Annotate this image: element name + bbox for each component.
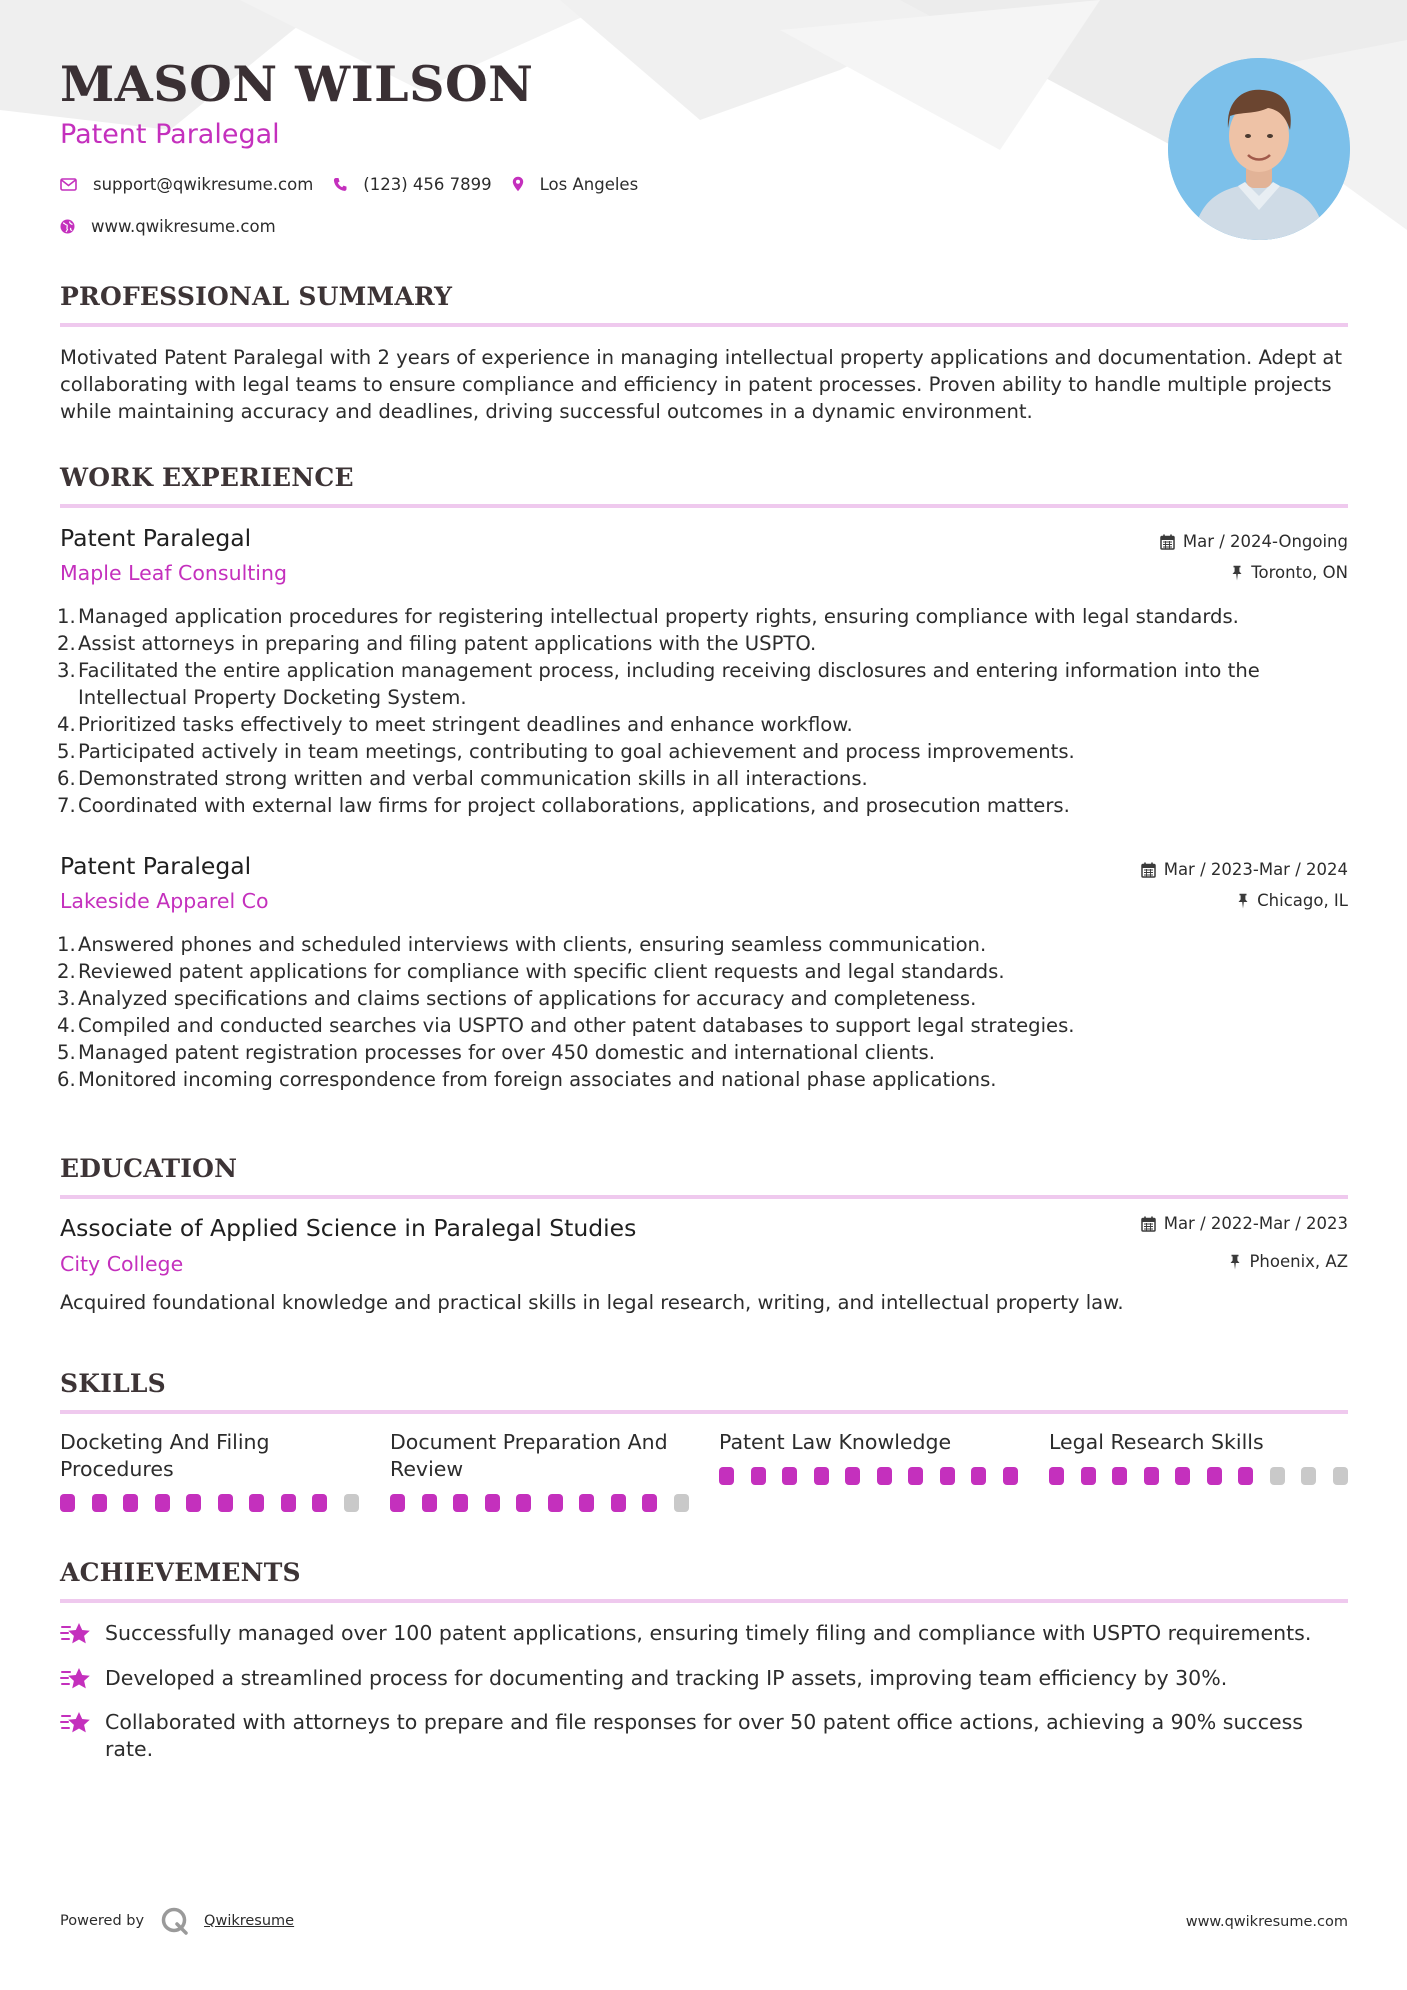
rating-dot-empty (1333, 1467, 1348, 1485)
rating-dot-filled (485, 1494, 500, 1512)
contact-row (60, 172, 658, 196)
section-heading-skills: SKILLS (60, 1369, 1348, 1414)
rating-dot-filled (1175, 1467, 1190, 1485)
rating-dot-filled (1081, 1467, 1096, 1485)
rating-dot-filled (877, 1467, 892, 1485)
rating-dot-filled (971, 1467, 986, 1485)
achievement-text: Developed a streamlined process for documenting and tracking IP assets, improving team efficiency by 30%. (105, 1666, 1228, 1690)
rating-dot-empty (1270, 1467, 1285, 1485)
rating-dot-filled (1049, 1467, 1064, 1485)
job-bullets (57, 931, 1348, 1093)
skill-rating (60, 1494, 375, 1512)
list-item: 2. Assist attorneys in preparing and filing patent applications with the USPTO. (57, 632, 817, 655)
rating-dot-filled (782, 1467, 797, 1485)
education-location-text: Phoenix, AZ (1249, 1252, 1348, 1271)
calendar-icon (1141, 862, 1156, 878)
education-dates-text: Mar / 2022-Mar / 2023 (1163, 1214, 1348, 1233)
rating-dot-filled (281, 1494, 296, 1512)
footer-website-link[interactable]: www.qwikresume.com (1185, 1914, 1348, 1930)
rating-dot-filled (453, 1494, 468, 1512)
list-item: 1. Answered phones and scheduled interviews with clients, ensuring seamless communication. (57, 933, 987, 956)
rating-dot-filled (1144, 1467, 1159, 1485)
star-badge-icon (60, 1665, 92, 1693)
job-dates-text: Mar / 2024-Ongoing (1182, 532, 1348, 551)
skill-name: Document Preparation And Review (390, 1430, 668, 1481)
rating-dot-filled (1207, 1467, 1222, 1485)
achievement-item (60, 1665, 1348, 1692)
education-description: Acquired foundational knowledge and practical skills in legal research, writing, and intellectual property law. (60, 1291, 1124, 1314)
pushpin-icon (1231, 565, 1243, 581)
list-item: 2. Reviewed patent applications for compliance with specific client requests and legal standards. (57, 960, 1005, 983)
website-row (60, 214, 296, 238)
contact-website[interactable] (60, 217, 276, 236)
brand-link[interactable]: Qwikresume (204, 1913, 295, 1929)
rating-dot-filled (516, 1494, 531, 1512)
location-text: Los Angeles (539, 174, 639, 194)
summary-text: Motivated Patent Paralegal with 2 years of experience in managing intellectual property applications and documentation. Adept at collaborating with legal teams to ensure compliance and efficiency in patent processes. Proven ability to handle multiple projects while maintaining accuracy and deadlines, driving successful outcomes in a dynamic environment. (60, 346, 1343, 423)
job-dates (1160, 532, 1348, 551)
list-item: 6. Monitored incoming correspondence from foreign associates and national phase applications. (57, 1068, 997, 1091)
job-location (1237, 891, 1348, 910)
list-item: 5. Participated actively in team meetings, contributing to goal achievement and process improvements. (57, 740, 1075, 763)
company-name: Lakeside Apparel Co (60, 889, 269, 913)
section-heading-experience: WORK EXPERIENCE (60, 463, 1348, 508)
achievement-text: Collaborated with attorneys to prepare and file responses for over 50 patent office actions, achieving a 90% success rate. (105, 1710, 1303, 1761)
rating-dot-filled (422, 1494, 437, 1512)
list-item: 4. Compiled and conducted searches via USPTO and other patent databases to support legal strategies. (57, 1014, 1075, 1037)
map-pin-icon (512, 176, 524, 192)
rating-dot-filled (155, 1494, 170, 1512)
rating-dot-empty (674, 1494, 689, 1512)
education-location (1229, 1252, 1348, 1271)
pushpin-icon (1237, 893, 1249, 909)
rating-dot-filled (1112, 1467, 1127, 1485)
rating-dot-empty (344, 1494, 359, 1512)
pushpin-icon (1229, 1254, 1241, 1270)
rating-dot-filled (548, 1494, 563, 1512)
skill-name: Legal Research Skills (1049, 1430, 1264, 1454)
contact-phone[interactable] (333, 175, 491, 194)
skill-item (60, 1429, 360, 1483)
rating-dot-filled (814, 1467, 829, 1485)
section-heading-achievements: ACHIEVEMENTS (60, 1558, 1348, 1603)
powered-by-label: Powered by (60, 1913, 145, 1929)
profile-photo (1168, 58, 1350, 240)
rating-dot-filled (1238, 1467, 1253, 1485)
list-item: 5. Managed patent registration processes for over 450 domestic and international clients. (57, 1041, 935, 1064)
globe-icon (60, 219, 75, 234)
rating-dot-filled (940, 1467, 955, 1485)
job-location-text: Toronto, ON (1251, 563, 1348, 582)
skill-rating (719, 1467, 1034, 1485)
powered-by (60, 1906, 294, 1936)
job-dates-text: Mar / 2023-Mar / 2024 (1163, 860, 1348, 879)
star-badge-icon (60, 1620, 92, 1648)
rating-dot-filled (611, 1494, 626, 1512)
company-name: Maple Leaf Consulting (60, 561, 288, 585)
achievement-item (60, 1709, 1348, 1763)
list-item: 3. Analyzed specifications and claims sections of applications for accuracy and completeness. (57, 987, 977, 1010)
rating-dot-filled (92, 1494, 107, 1512)
qwikresume-logo-icon (160, 1906, 190, 1936)
skill-item (719, 1429, 1019, 1483)
list-item: 3. Facilitated the entire application management process, including receiving disclosures and entering information into the Intellectual Property Docketing System. (57, 659, 1260, 709)
calendar-icon (1141, 1216, 1156, 1232)
job-dates (1141, 860, 1348, 879)
skill-item (1049, 1429, 1349, 1483)
phone-text: (123) 456 7899 (363, 174, 492, 194)
contact-email[interactable] (60, 175, 313, 194)
skill-name: Patent Law Knowledge (719, 1430, 952, 1454)
rating-dot-filled (845, 1467, 860, 1485)
phone-icon (333, 177, 347, 192)
job-bullets (57, 603, 1348, 819)
rating-dot-filled (908, 1467, 923, 1485)
rating-dot-filled (751, 1467, 766, 1485)
list-item: 7. Coordinated with external law firms for project collaborations, applications, and prosecution matters. (57, 794, 1070, 817)
skill-rating (390, 1494, 705, 1512)
email-text: support@qwikresume.com (93, 174, 314, 194)
avatar-illustration (1168, 58, 1350, 240)
resume-page (57, 0, 1348, 1990)
rating-dot-filled (312, 1494, 327, 1512)
skill-name: Docketing And Filing Procedures (60, 1430, 270, 1481)
job-title: Patent Paralegal (60, 852, 252, 880)
skill-rating (1049, 1467, 1364, 1485)
section-heading-summary: PROFESSIONAL SUMMARY (60, 282, 1348, 327)
rating-dot-filled (1003, 1467, 1018, 1485)
website-text: www.qwikresume.com (91, 216, 276, 236)
rating-dot-filled (390, 1494, 405, 1512)
candidate-title: Patent Paralegal (60, 119, 280, 150)
achievement-item (60, 1620, 1348, 1647)
rating-dot-filled (123, 1494, 138, 1512)
candidate-name: MASON WILSON (60, 55, 534, 113)
rating-dot-filled (579, 1494, 594, 1512)
star-badge-icon (60, 1709, 92, 1737)
section-heading-education: EDUCATION (60, 1154, 1348, 1199)
education-dates (1141, 1214, 1348, 1233)
school-name: City College (60, 1252, 184, 1276)
contact-location (512, 175, 639, 194)
skill-item (390, 1429, 690, 1483)
job-title: Patent Paralegal (60, 524, 252, 552)
job-location (1231, 563, 1348, 582)
list-item: 4. Prioritized tasks effectively to meet stringent deadlines and enhance workflow. (57, 713, 853, 736)
calendar-icon (1160, 534, 1175, 550)
rating-dot-filled (186, 1494, 201, 1512)
degree-title: Associate of Applied Science in Paralegal Studies (60, 1214, 637, 1242)
rating-dot-empty (1301, 1467, 1316, 1485)
job-location-text: Chicago, IL (1257, 891, 1348, 910)
envelope-icon (60, 178, 77, 191)
rating-dot-filled (218, 1494, 233, 1512)
rating-dot-filled (249, 1494, 264, 1512)
rating-dot-filled (719, 1467, 734, 1485)
list-item: 1. Managed application procedures for registering intellectual property rights, ensuring compliance with legal standards. (57, 605, 1239, 628)
list-item: 6. Demonstrated strong written and verbal communication skills in all interactions. (57, 767, 868, 790)
footer (60, 1900, 1348, 1940)
rating-dot-filled (60, 1494, 75, 1512)
rating-dot-filled (642, 1494, 657, 1512)
achievement-text: Successfully managed over 100 patent applications, ensuring timely filing and compliance with USPTO requirements. (105, 1621, 1312, 1645)
